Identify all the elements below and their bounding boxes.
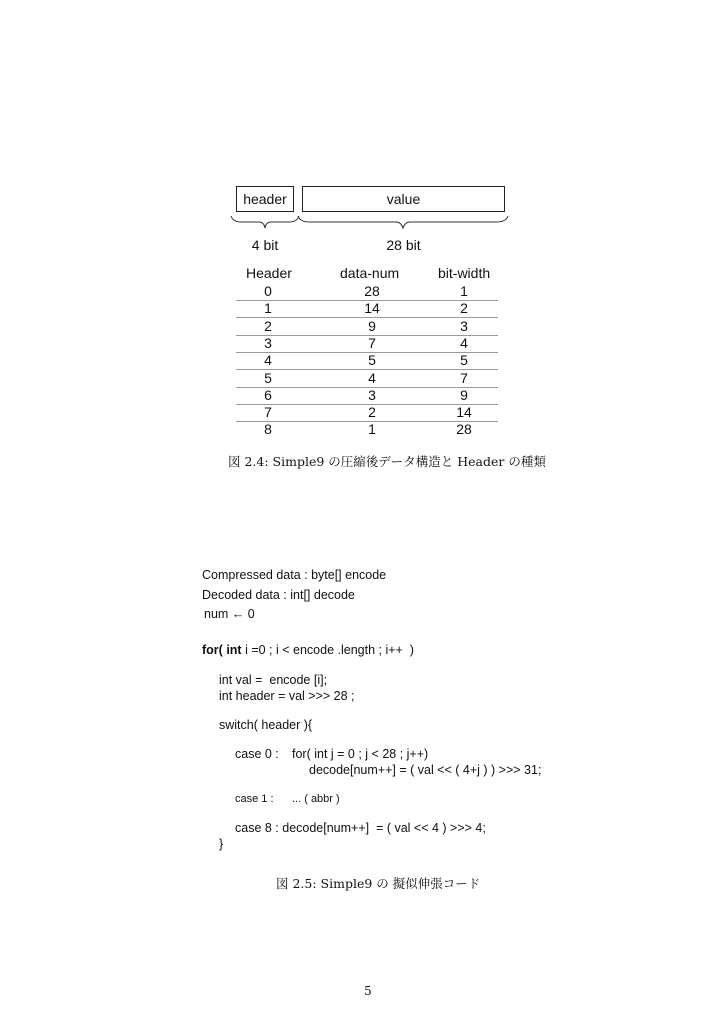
table-cell: 7 xyxy=(368,334,376,351)
table-row xyxy=(236,370,498,388)
table-cell: 0 xyxy=(264,283,272,299)
figure-2-5-caption: 図 2.5: Simple9 の 擬似伸張コード xyxy=(276,876,481,891)
code-line-for xyxy=(202,642,414,658)
table-cell: 7 xyxy=(460,369,468,386)
table-cell: 28 xyxy=(364,283,380,299)
column-header-header: Header xyxy=(246,265,292,281)
table-cell: 5 xyxy=(264,369,272,386)
table-row xyxy=(236,335,498,353)
table-cell: 28 xyxy=(456,421,472,438)
column-header-data-num: data-num xyxy=(340,265,400,281)
code-line-decoded: Decoded data : int[] decode xyxy=(202,588,355,602)
keyword-int: int xyxy=(226,643,242,657)
table-cell: 14 xyxy=(364,300,380,317)
code-line-num-init: num ← 0 xyxy=(204,607,255,621)
code-line-case0-decode: decode[num++] = ( val << ( 4+j ) ) >>> 31; xyxy=(309,763,542,777)
table-cell: 7 xyxy=(264,404,272,421)
table-row xyxy=(236,404,498,422)
table-cell: 6 xyxy=(264,386,272,403)
code-line-case1-abbr: ... ( abbr ) xyxy=(292,793,340,805)
table-cell: 2 xyxy=(264,317,272,334)
header-type-table xyxy=(236,265,498,437)
table-row xyxy=(236,421,498,438)
table-cell: 9 xyxy=(368,317,376,334)
table-row xyxy=(236,283,498,301)
brace-value xyxy=(296,214,510,232)
table-cell: 1 xyxy=(264,300,272,317)
table-cell: 1 xyxy=(460,283,468,299)
code-line-close-brace: } xyxy=(219,837,224,851)
code-line-case0-label: case 0 : xyxy=(235,747,279,761)
value-bit-width-label: 28 bit xyxy=(386,237,421,253)
code-line-case1-label: case 1 : xyxy=(235,793,274,805)
code-line-val: int val = encode [i]; xyxy=(219,673,328,687)
table-cell: 2 xyxy=(368,404,376,421)
code-line-switch: switch( header ){ xyxy=(219,718,313,732)
value-field-box: value xyxy=(302,186,505,212)
brace-header xyxy=(229,214,301,232)
code-line-header: int header = val >>> 28 ; xyxy=(219,689,355,703)
header-bit-width-label: 4 bit xyxy=(251,237,279,253)
table-row xyxy=(236,318,498,336)
header-field-box: header xyxy=(236,186,294,212)
table-row xyxy=(236,300,498,318)
table-cell: 1 xyxy=(368,421,376,438)
table-cell: 9 xyxy=(460,386,468,403)
table-cell: 4 xyxy=(368,369,376,386)
table-cell: 5 xyxy=(460,352,468,369)
table-cell: 3 xyxy=(460,317,468,334)
table-cell: 5 xyxy=(368,352,376,369)
figure-2-4-caption: 図 2.4: Simple9 の圧縮後データ構造と Header の種類 xyxy=(228,454,546,469)
code-line-case8: case 8 : decode[num++] = ( val << 4 ) >>> 4; xyxy=(235,821,486,835)
table-cell: 3 xyxy=(368,386,376,403)
keyword-for: for( xyxy=(202,643,223,657)
table-row xyxy=(236,387,498,405)
table-cell: 4 xyxy=(264,352,272,369)
table-cell: 8 xyxy=(264,421,272,438)
page-number: 5 xyxy=(364,984,372,998)
table-cell: 2 xyxy=(460,300,468,317)
column-header-bit-width: bit-width xyxy=(438,265,491,281)
table-cell: 14 xyxy=(456,404,472,421)
table-cell: 4 xyxy=(460,334,468,351)
for-condition: i =0 ; i < encode .length ; i++ ) xyxy=(241,643,414,657)
code-line-compressed: Compressed data : byte[] encode xyxy=(202,568,387,582)
code-line-case0-for: for( int j = 0 ; j < 28 ; j++) xyxy=(292,747,429,761)
table-row xyxy=(236,352,498,370)
table-cell: 3 xyxy=(264,334,272,351)
